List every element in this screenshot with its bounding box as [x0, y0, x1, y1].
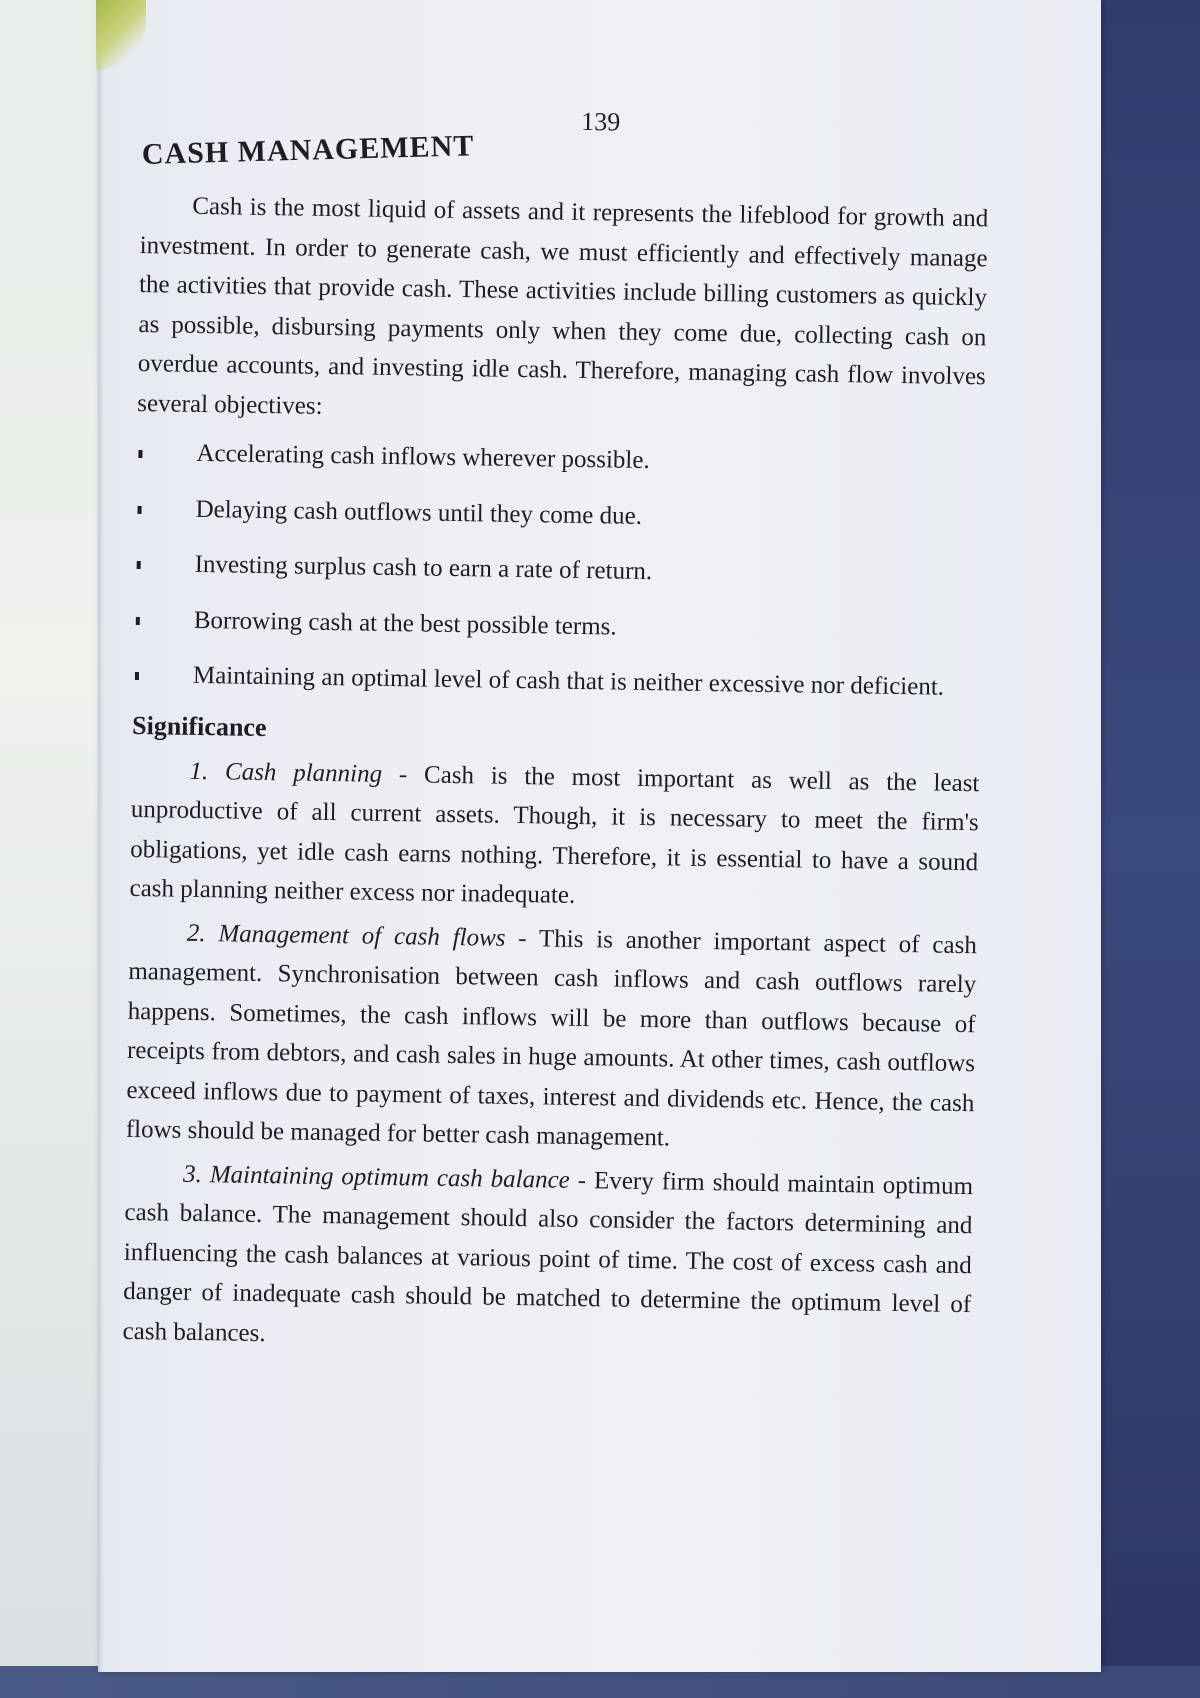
page-content [122, 100, 990, 1368]
objective-text: Borrowing cash at the best possible terms. [193, 606, 617, 641]
significance-item-optimum-balance [122, 1153, 973, 1364]
list-item [134, 544, 983, 597]
significance-title: 1. Cash planning [189, 757, 383, 788]
section-heading: Significance [131, 710, 267, 742]
bullet-icon [138, 450, 142, 458]
bullet-icon [138, 505, 142, 513]
significance-item-cash-flows [126, 912, 978, 1162]
significance-text: - This is another important aspect of cash management. Synchronisation between cash inflows and cash outflows rarely happens. Sometimes, the cash inflows will be more than outflows because of receipts from debtors, and cash sales in huge amounts. At other times, cash outflows exceed inflows due to payment of taxes, interest and dividends etc. Hence, the cash flows should be managed for better cash management. [125, 924, 978, 1152]
significance-item-cash-planning [129, 750, 979, 921]
photo-background-right [1100, 0, 1200, 1698]
significance-text: - Every firm should maintain optimum cash balance. The management should also consider the factors determining and influencing the cash balances at various point of time. The cost of excess cash and danger of inadequate cash should be matched to determine the optimum level of cash balances. [122, 1166, 974, 1347]
list-item [135, 488, 984, 541]
bullet-icon [135, 672, 139, 680]
page-spine-shadow [98, 0, 104, 1672]
bullet-icon [136, 616, 140, 624]
intro-paragraph: Cash is the most liquid of assets and it represents the lifeblood for growth and investment. In order to generate cash, we must efficiently and effectively manage the activities that provide cash. These activities include billing customers as quickly as possible, disbursing payments only when they come due, collecting cash on overdue accounts, and investing idle cash. Therefore, managing cash flow involves several objectives: [137, 192, 989, 420]
bullet-icon [137, 561, 141, 569]
page-number: 139 [580, 106, 621, 137]
list-item [134, 599, 983, 652]
objectives-list [133, 433, 985, 708]
objective-text: Investing surplus cash to earn a rate of return. [194, 550, 653, 586]
objective-text: Accelerating cash inflows wherever possible. [196, 439, 650, 475]
significance-title: 3. Maintaining optimum cash balance [182, 1160, 571, 1194]
list-item [133, 655, 982, 708]
significance-text: - Cash is the most important as well as the least unproductive of all current assets. Though, it is necessary to meet the firm's obligations, yet idle cash earns nothing. Therefore, it is essential to have a sound cash planning neither excess nor inadequate. [129, 760, 980, 909]
significance-title: 2. Management of cash flows [186, 919, 506, 952]
photo-background-left [0, 0, 100, 1698]
list-item [136, 433, 985, 486]
objective-text: Maintaining an optimal level of cash that is neither excessive nor deficient. [192, 661, 945, 701]
chapter-title: CASH MANAGEMENT [141, 129, 475, 171]
objective-text: Delaying cash outflows until they come due. [195, 495, 643, 530]
